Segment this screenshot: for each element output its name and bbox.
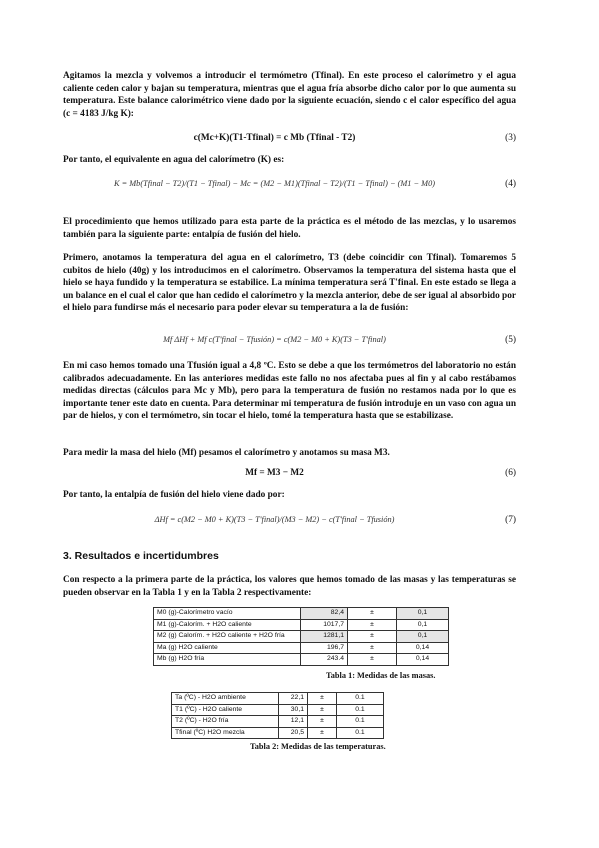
equation-3-number: (3) (505, 133, 516, 143)
table-cell: ± (348, 642, 397, 654)
table-cell: 20,5 (279, 727, 308, 739)
table-cell: 0,1 (397, 631, 449, 643)
table-cell: 0.1 (337, 727, 384, 739)
table-row (172, 704, 384, 716)
paragraph-tfusion: En mi caso hemos tomado una Tfusión igual a 4,8 ºC. Esto se debe a que los termómetros del laboratorio no están calibrados adecuadamente. En las anteriores medidas este fallo no nos afectaba pues al fin y al cabo restábamos medidas directas (cálculos para Mc y Mb), pero para la temperatura de fusión no restamos nada por lo que es importante tener este dato en cuenta. Para determinar mi temperatura de fusión introduje en un vaso con agua un par de hielos, y con el termómetro, sin tocar el hielo, tomé la temperatura hasta que se estabilizase. (63, 361, 516, 422)
table-cell: 0.1 (337, 704, 384, 716)
paragraph-intro: Agitamos la mezcla y volvemos a introducir el termómetro (Tfinal). En este proceso el calorímetro y el agua caliente ceden calor y bajan su temperatura, mientras que el agua fría absorbe dicho calor por lo que aumenta su temperatura. Este balance calorimétrico viene dado por la siguiente ecuación, siendo c el calor específico del agua (c = 4183 J/kg K): (63, 71, 516, 119)
table-row (154, 608, 449, 620)
table-cell: 0.1 (337, 693, 384, 705)
table-cell: Ta (ºC) - H2O ambiente (172, 693, 279, 705)
table-cell: 82,4 (301, 608, 348, 620)
table-masses (153, 607, 449, 666)
equation-4-body: K = Mb(Tfinal − T2)/(T1 − Tfinal) − Mc = (M2 − M1)(Tfinal − T2)/(T1 − Tfinal) − (M1 − M0) (113, 179, 436, 188)
equation-6-number: (6) (505, 468, 516, 478)
equation-6 (63, 467, 516, 481)
table-cell: ± (308, 727, 337, 739)
equation-7-number: (7) (505, 515, 516, 525)
table-cell: ± (348, 608, 397, 620)
table-cell: 0.1 (337, 716, 384, 728)
equation-4 (63, 178, 516, 192)
table-cell: 0,14 (397, 654, 449, 666)
table-cell: M1 (g)-Calorím. + H2O caliente (154, 619, 301, 631)
paragraph-method: El procedimiento que hemos utilizado para esta parte de la práctica es el método de las mezclas, y lo usaremos también para la siguiente parte: entalpía de fusión del hielo. (63, 217, 516, 240)
equation-5 (63, 334, 516, 348)
table-cell: 0,1 (397, 619, 449, 631)
table-row (172, 727, 384, 739)
equation-7 (63, 514, 516, 528)
table-cell: ± (348, 619, 397, 631)
table-row (154, 642, 449, 654)
table-cell: 1281,1 (301, 631, 348, 643)
table-cell: ± (308, 704, 337, 716)
equation-6-body: Mf = M3 − M2 (245, 468, 304, 478)
paragraph-results: Con respecto a la primera parte de la práctica, los valores que hemos tomado de las masas y las temperaturas se pueden observar en la Tabla 1 y en la Tabla 2 respectivamente: (63, 575, 516, 598)
equation-3-body: c(Mc+K)(T1-Tfinal) = c Mb (Tfinal - T2) (193, 133, 356, 143)
table-cell: 30,1 (279, 704, 308, 716)
paragraph-ice-mass: Para medir la masa del hielo (Mf) pesamos el calorímetro y anotamos su masa M3. (63, 448, 390, 458)
table-cell: 1017,7 (301, 619, 348, 631)
table-1-caption: Tabla 1: Medidas de las masas. (326, 671, 436, 680)
table-cell: 22,1 (279, 693, 308, 705)
table-row (172, 693, 384, 705)
table-cell: ± (308, 716, 337, 728)
table-cell: ± (348, 654, 397, 666)
table-cell: Ma (g) H2O caliente (154, 642, 301, 654)
paragraph-k: Por tanto, el equivalente en agua del calorímetro (K) es: (63, 155, 285, 165)
paragraph-procedure: Primero, anotamos la temperatura del agua en el calorímetro, T3 (debe coincidir con Tfinal). Tomaremos 5 cubitos de hielo (40g) y los introducimos en el calorímetro. Observamos la temperatura del sistema hasta que el hielo se haya fundido y la temperatura se estabilice. La mínima temperatura será T'final. En este estado se llega a un balance en el cual el calor que han cedido el calorímetro y la mezcla anterior, debe de ser igual al absorbido por el hielo para fundirse más el necesario para poder elevar su temperatura a la de fusión: (63, 253, 516, 314)
table-temperatures (171, 692, 384, 739)
equation-5-body: Mf ΔHf + Mf c(T'final − Tfusión) = c(M2 − M0 + K)(T3 − T'final) (163, 335, 386, 344)
table-row (154, 631, 449, 643)
table-2-caption: Tabla 2: Medidas de las temperaturas. (250, 742, 386, 751)
table-cell: T2 (ºC) - H2O fría (172, 716, 279, 728)
table-cell: 12,1 (279, 716, 308, 728)
table-row (172, 716, 384, 728)
table-cell: M2 (g) Calorím. + H2O caliente + H2O fría (154, 631, 301, 643)
table-cell: ± (348, 631, 397, 643)
paragraph-enthalpy: Por tanto, la entalpía de fusión del hielo viene dado por: (63, 490, 285, 500)
equation-4-number: (4) (505, 179, 516, 189)
equation-5-number: (5) (505, 335, 516, 345)
table-cell: ± (308, 693, 337, 705)
table-cell: Mb (g) H2O fría (154, 654, 301, 666)
table-cell: T1 (ºC) - H2O caliente (172, 704, 279, 716)
table-cell: 243.4 (301, 654, 348, 666)
table-row (154, 619, 449, 631)
table-cell: Tfinal (ºC) H2O mezcla (172, 727, 279, 739)
section-heading: 3. Resultados e incertidumbres (63, 550, 219, 562)
equation-3 (63, 132, 516, 146)
table-cell: M0 (g)-Calorímetro vacío (154, 608, 301, 620)
table-cell: 0,1 (397, 608, 449, 620)
table-cell: 0,14 (397, 642, 449, 654)
table-row (154, 654, 449, 666)
equation-7-body: ΔHf = c(M2 − M0 + K)(T3 − T'final)/(M3 − M2) − c(T'final − Tfusión) (154, 515, 395, 524)
table-cell: 196,7 (301, 642, 348, 654)
